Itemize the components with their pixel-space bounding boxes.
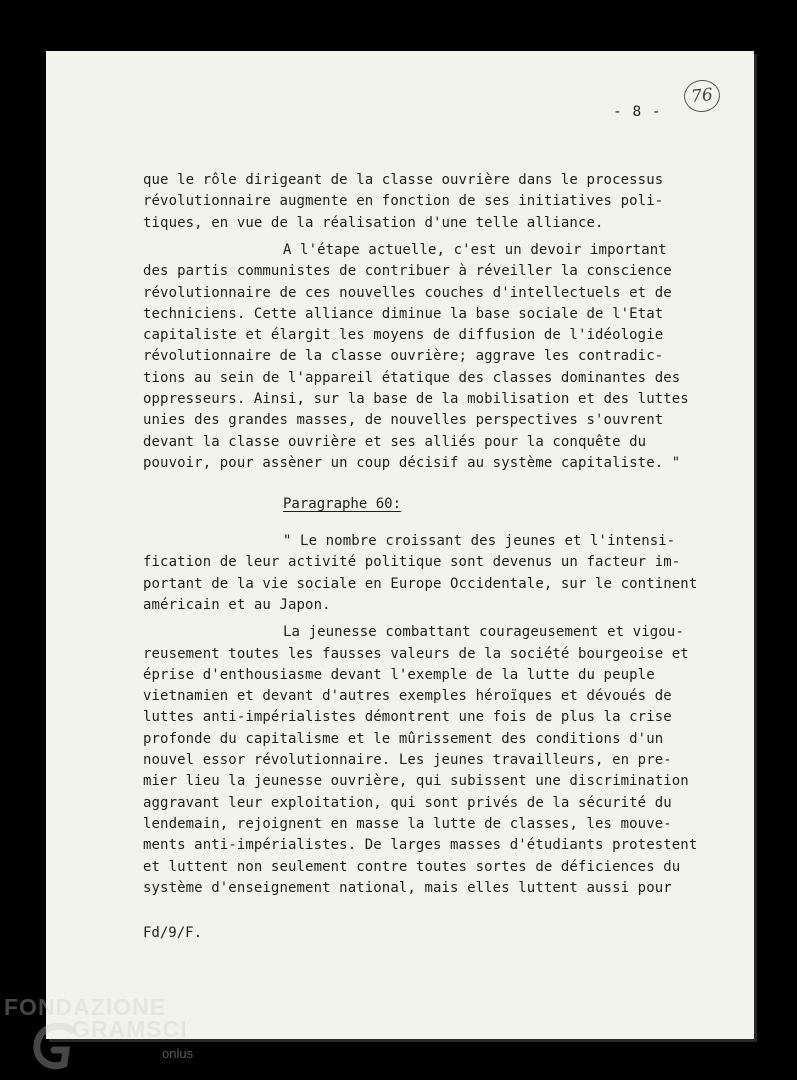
handwritten-folio-number: 76 [682,78,721,114]
text-line: devant la classe ouvrière et ses alliés pour la conquête du [143,433,647,450]
text-line: portant de la vie sociale en Europe Occidentale, sur le continent [143,575,698,592]
page-number: - 8 - [613,104,662,120]
text-line: révolutionnaire de la classe ouvrière; aggrave les contradic- [143,348,664,365]
text-line: mier lieu la jeunesse ouvrière, qui subissent une discrimination [143,773,689,790]
text-line: fication de leur activité politique sont devenus un facteur im- [143,554,681,571]
document-reference-code: Fd/9/F. [143,925,203,941]
text-line: ments anti-impérialistes. De larges masses d'étudiants protestent [143,837,698,854]
text-line: révolutionnaire augmente en fonction de ses initiatives poli- [143,193,664,210]
text-line: américain et au Japon. [143,596,331,613]
section-heading: Paragraphe 60: [283,496,402,512]
watermark-line-1: FONDAZIONE [4,994,167,1020]
text-line: lendemain, rejoignent en masse la lutte de classes, les mouve- [143,815,672,832]
text-line: unies des grandes masses, de nouvelles perspectives s'ouvrent [143,412,664,429]
text-line: révolutionnaire de ces nouvelles couches d'intellectuels et de [143,284,672,301]
text-line: vietnamien et devant d'autres exemples héroïques et dévoués de [143,688,672,705]
text-line: oppresseurs. Ainsi, sur la base de la mobilisation et des luttes [143,391,689,407]
text-line: techniciens. Cette alliance diminue la base sociale de l'Etat [143,305,664,322]
archive-watermark [4,994,204,1074]
text-line: La jeunesse combattant courageusement et vigou- [283,624,684,641]
text-line: luttes anti-impérialistes démontrent une fois de plus la crise [143,709,672,726]
text-line: système d'enseignement national, mais elles luttent aussi pour [143,879,672,896]
text-line: tions au sein de l'appareil étatique des classes dominantes des [143,369,681,386]
text-line: " Le nombre croissant des jeunes et l'intensi- [283,533,676,549]
text-line: nouvel essor révolutionnaire. Les jeunes travailleurs, en pre- [143,752,672,768]
text-line: pouvoir, pour assèner un coup décisif au système capitaliste. " [143,454,681,471]
text-line: capitaliste et élargit les moyens de diffusion de l'idéologie [143,327,664,344]
text-line: aggravant leur exploitation, qui sont privés de la sécurité du [143,794,672,811]
watermark-line-2: GRAMSCI [72,1016,188,1042]
text-line: que le rôle dirigeant de la classe ouvrière dans le processus [143,172,664,188]
text-line: tiques, en vue de la réalisation d'une telle alliance. [143,214,604,231]
text-line: reusement toutes les fausses valeurs de la société bourgeoise et [143,645,689,662]
text-line: des partis communistes de contribuer à réveiller la conscience [143,263,672,280]
text-line: et luttent non seulement contre toutes sortes de déficiences du [143,858,681,875]
text-line: A l'étape actuelle, c'est un devoir important [283,241,667,258]
text-line: éprise d'enthousiasme devant l'exemple de la lutte du peuple [143,666,655,683]
watermark-suffix: onlus [162,1046,194,1061]
text-line: profonde du capitalisme et le mûrissement des conditions d'un [143,730,664,747]
